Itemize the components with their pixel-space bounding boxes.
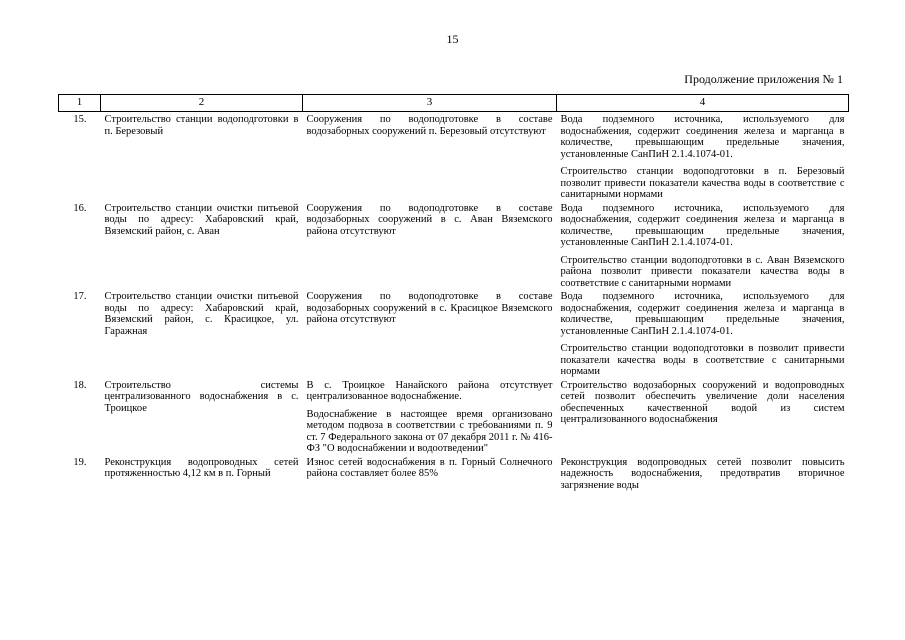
current-state-paragraph: Износ сетей водоснабжения в п. Горный Солнечного района составляет более 85% xyxy=(306,456,553,479)
row-number: 19. xyxy=(73,456,87,468)
current-state-paragraph: В с. Троицкое Нанайского района отсутствует централизованное водоснабжение. xyxy=(306,379,553,402)
current-state xyxy=(303,455,557,492)
current-state-paragraph: Сооружения по водоподготовке в составе водозаборных сооружений в с. Аван Вяземского района отсутствуют xyxy=(306,202,553,237)
project-name-paragraph: Строительство станции очистки питьевой воды по адресу: Хабаровский край, Вяземский район, с. Аван xyxy=(104,202,299,237)
current-state-paragraph: Сооружения по водоподготовке в составе водозаборных сооружений п. Березовый отсутствуют xyxy=(306,114,553,137)
row-number: 16. xyxy=(73,202,87,214)
project-name xyxy=(101,289,303,378)
project-name xyxy=(101,112,303,201)
page-number: 15 xyxy=(446,32,459,46)
appendix-continuation-label: Продолжение приложения № 1 xyxy=(684,72,843,86)
justification xyxy=(557,378,849,455)
project-name-paragraph: Реконструкция водопроводных сетей протяженностью 4,12 км в п. Горный xyxy=(104,456,299,479)
justification-paragraph: Вода подземного источника, используемого для водоснабжения, содержит соединения железа и марганца в количестве, превышающим предельные значения, установленные СанПиН 2.1.4.1074-01. xyxy=(560,291,845,337)
row-number: 15. xyxy=(73,114,87,125)
justification xyxy=(557,289,849,378)
row-number: 17. xyxy=(73,291,87,302)
justification-paragraph: Строительство водозаборных сооружений и водопроводных сетей позволит обеспечить увеличение доли населения обеспеченных качественной водой из систем централизованного водоснабжения xyxy=(560,379,845,425)
table-row xyxy=(59,112,849,201)
column-header: 3 xyxy=(303,95,557,112)
table-row xyxy=(59,201,849,290)
current-state xyxy=(303,201,557,290)
current-state xyxy=(303,289,557,378)
justification xyxy=(557,112,849,201)
justification-paragraph: Строительство станции водоподготовки в п. Березовый позволит привести показатели качества воды в соответствие с санитарными нормами xyxy=(560,166,845,200)
justification-paragraph: Строительство станции водоподготовки в с. Аван Вяземского района позволит привести показатели качества воды в соответствие с санитарными нормами xyxy=(560,254,845,289)
appendix-table xyxy=(58,94,849,491)
table-row xyxy=(59,455,849,492)
table-row xyxy=(59,289,849,378)
project-name-paragraph: Строительство станции водоподготовки в п. Березовый xyxy=(104,114,299,137)
table-header-row xyxy=(59,95,849,112)
column-header: 4 xyxy=(557,95,849,112)
current-state-paragraph: Водоснабжение в настоящее время организовано методом подвоза в соответствии с требованиями п. 9 ст. 7 Федерального закона от 07 декабря 2011 г. № 416-ФЗ "О водоснабжении и водоотведении" xyxy=(306,408,553,454)
project-name xyxy=(101,455,303,492)
justification xyxy=(557,455,849,492)
row-number: 18. xyxy=(73,379,87,391)
justification-paragraph: Реконструкция водопроводных сетей позволит повысить надежность водоснабжения, предотвратив вторичное загрязнение воды xyxy=(560,456,845,491)
justification-paragraph: Вода подземного источника, используемого для водоснабжения, содержит соединения железа и марганца в количестве, превышающим предельные значения, установленные СанПиН 2.1.4.1074-01. xyxy=(560,114,845,160)
justification-paragraph: Вода подземного источника, используемого для водоснабжения, содержит соединения железа и марганца в количестве, превышающим предельные значения, установленные СанПиН 2.1.4.1074-01. xyxy=(560,202,845,248)
project-name xyxy=(101,201,303,290)
project-name xyxy=(101,378,303,455)
justification-paragraph: Строительство станции водоподготовки в позволит привести показатели качества воды в соответствие с санитарными нормами xyxy=(560,343,845,377)
project-name-paragraph: Строительство системы централизованного водоснабжения в с. Троицкое xyxy=(104,379,299,414)
current-state xyxy=(303,378,557,455)
current-state-paragraph: Сооружения по водоподготовке в составе водозаборных сооружений в с. Красицкое Вяземского района отсутствуют xyxy=(306,291,553,325)
column-header: 2 xyxy=(101,95,303,112)
table-row xyxy=(59,378,849,455)
current-state xyxy=(303,112,557,201)
column-header: 1 xyxy=(59,95,101,112)
project-name-paragraph: Строительство станции очистки питьевой воды по адресу: Хабаровский край, Вяземский район, с. Красицкое, ул. Гаражная xyxy=(104,291,299,337)
justification xyxy=(557,201,849,290)
